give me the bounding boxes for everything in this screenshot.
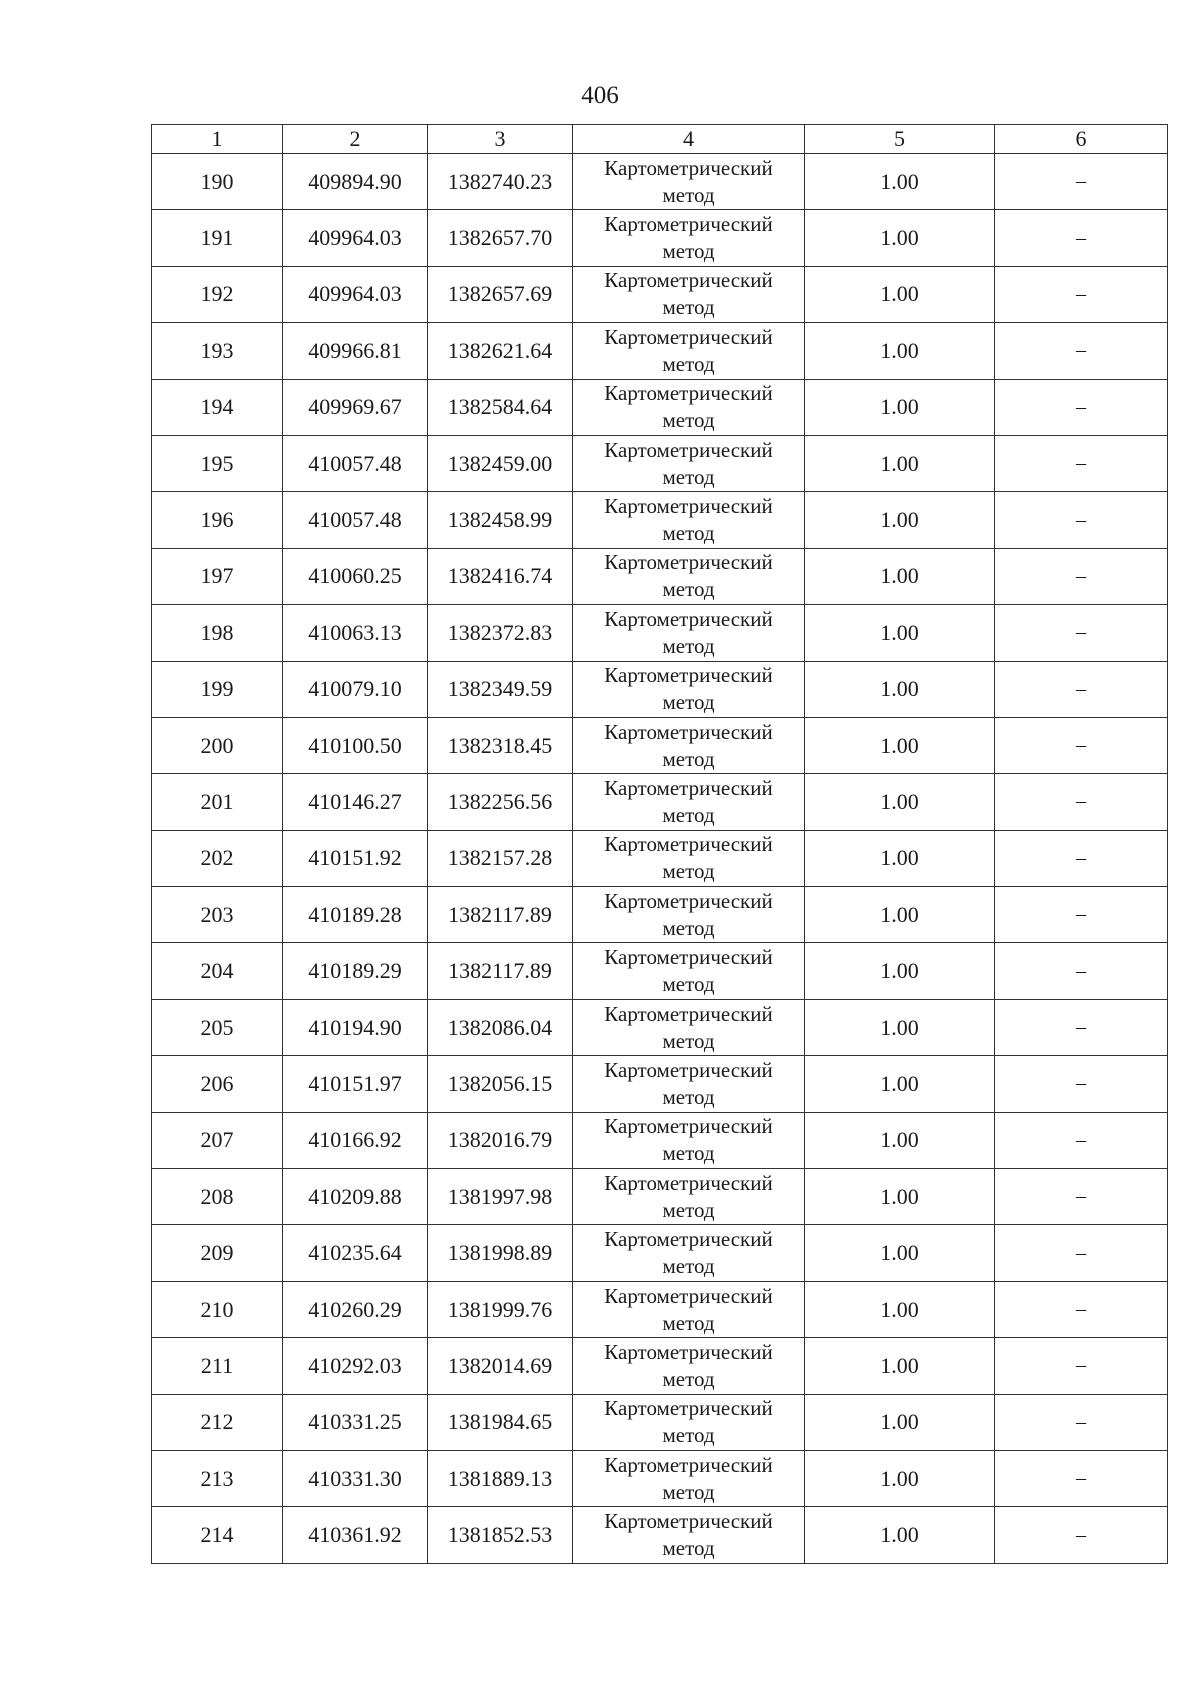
point-number-cell: 212: [152, 1394, 283, 1450]
y-coordinate-cell: 1381998.89: [428, 1225, 573, 1281]
y-coordinate-cell: 1382117.89: [428, 887, 573, 943]
table-row: [152, 605, 1168, 661]
y-coordinate-cell: 1381999.76: [428, 1281, 573, 1337]
accuracy-cell: 1.00: [805, 435, 995, 491]
accuracy-cell: 1.00: [805, 1056, 995, 1112]
table-row: [152, 830, 1168, 886]
note-cell: –: [995, 548, 1168, 604]
y-coordinate-cell: 1381889.13: [428, 1450, 573, 1506]
method-cell: Картометрический метод: [573, 1225, 805, 1281]
x-coordinate-cell: 410079.10: [283, 661, 428, 717]
note-cell: –: [995, 943, 1168, 999]
y-coordinate-cell: 1382459.00: [428, 435, 573, 491]
method-cell: Картометрический метод: [573, 887, 805, 943]
point-number-cell: 203: [152, 887, 283, 943]
x-coordinate-cell: 410209.88: [283, 1169, 428, 1225]
note-cell: –: [995, 266, 1168, 322]
column-header: 6: [995, 125, 1168, 154]
method-cell: Картометрический метод: [573, 492, 805, 548]
x-coordinate-cell: 410151.92: [283, 830, 428, 886]
point-number-cell: 194: [152, 379, 283, 435]
note-cell: –: [995, 435, 1168, 491]
accuracy-cell: 1.00: [805, 548, 995, 604]
table-row: [152, 210, 1168, 266]
table-row: [152, 1450, 1168, 1506]
x-coordinate-cell: 410292.03: [283, 1338, 428, 1394]
table-row: [152, 661, 1168, 717]
point-number-cell: 201: [152, 774, 283, 830]
point-number-cell: 198: [152, 605, 283, 661]
point-number-cell: 190: [152, 154, 283, 210]
accuracy-cell: 1.00: [805, 154, 995, 210]
point-number-cell: 204: [152, 943, 283, 999]
column-header: 5: [805, 125, 995, 154]
x-coordinate-cell: 410057.48: [283, 435, 428, 491]
table-row: [152, 266, 1168, 322]
coordinates-table: [151, 124, 1168, 1564]
accuracy-cell: 1.00: [805, 1394, 995, 1450]
table-row: [152, 1507, 1168, 1563]
table-row: [152, 1338, 1168, 1394]
method-cell: Картометрический метод: [573, 210, 805, 266]
method-cell: Картометрический метод: [573, 1281, 805, 1337]
method-cell: Картометрический метод: [573, 1338, 805, 1394]
x-coordinate-cell: 410235.64: [283, 1225, 428, 1281]
note-cell: –: [995, 1394, 1168, 1450]
page-number: 406: [581, 82, 619, 109]
method-cell: Картометрический метод: [573, 943, 805, 999]
method-cell: Картометрический метод: [573, 830, 805, 886]
method-cell: Картометрический метод: [573, 1507, 805, 1563]
x-coordinate-cell: 409966.81: [283, 323, 428, 379]
column-header: 4: [573, 125, 805, 154]
x-coordinate-cell: 410057.48: [283, 492, 428, 548]
note-cell: –: [995, 1112, 1168, 1168]
note-cell: –: [995, 323, 1168, 379]
y-coordinate-cell: 1381984.65: [428, 1394, 573, 1450]
accuracy-cell: 1.00: [805, 379, 995, 435]
accuracy-cell: 1.00: [805, 1450, 995, 1506]
y-coordinate-cell: 1382117.89: [428, 943, 573, 999]
accuracy-cell: 1.00: [805, 210, 995, 266]
table-row: [152, 1169, 1168, 1225]
accuracy-cell: 1.00: [805, 1225, 995, 1281]
y-coordinate-cell: 1382256.56: [428, 774, 573, 830]
accuracy-cell: 1.00: [805, 1507, 995, 1563]
table-row: [152, 435, 1168, 491]
note-cell: –: [995, 1450, 1168, 1506]
table-row: [152, 323, 1168, 379]
note-cell: –: [995, 210, 1168, 266]
x-coordinate-cell: 410331.25: [283, 1394, 428, 1450]
method-cell: Картометрический метод: [573, 1056, 805, 1112]
point-number-cell: 214: [152, 1507, 283, 1563]
note-cell: –: [995, 774, 1168, 830]
point-number-cell: 200: [152, 717, 283, 773]
point-number-cell: 210: [152, 1281, 283, 1337]
y-coordinate-cell: 1382657.69: [428, 266, 573, 322]
table-row: [152, 774, 1168, 830]
note-cell: –: [995, 1056, 1168, 1112]
method-cell: Картометрический метод: [573, 266, 805, 322]
point-number-cell: 195: [152, 435, 283, 491]
point-number-cell: 196: [152, 492, 283, 548]
y-coordinate-cell: 1381852.53: [428, 1507, 573, 1563]
table-row: [152, 999, 1168, 1055]
note-cell: –: [995, 1281, 1168, 1337]
method-cell: Картометрический метод: [573, 661, 805, 717]
x-coordinate-cell: 410361.92: [283, 1507, 428, 1563]
y-coordinate-cell: 1381997.98: [428, 1169, 573, 1225]
column-header: 2: [283, 125, 428, 154]
accuracy-cell: 1.00: [805, 999, 995, 1055]
note-cell: –: [995, 1169, 1168, 1225]
note-cell: –: [995, 605, 1168, 661]
y-coordinate-cell: 1382657.70: [428, 210, 573, 266]
table-row: [152, 379, 1168, 435]
table-row: [152, 548, 1168, 604]
method-cell: Картометрический метод: [573, 548, 805, 604]
method-cell: Картометрический метод: [573, 1169, 805, 1225]
accuracy-cell: 1.00: [805, 266, 995, 322]
accuracy-cell: 1.00: [805, 717, 995, 773]
note-cell: –: [995, 1338, 1168, 1394]
table-row: [152, 1225, 1168, 1281]
point-number-cell: 207: [152, 1112, 283, 1168]
x-coordinate-cell: 410146.27: [283, 774, 428, 830]
x-coordinate-cell: 410189.28: [283, 887, 428, 943]
x-coordinate-cell: 410151.97: [283, 1056, 428, 1112]
x-coordinate-cell: 409964.03: [283, 210, 428, 266]
table-body: [152, 154, 1168, 1564]
accuracy-cell: 1.00: [805, 323, 995, 379]
method-cell: Картометрический метод: [573, 154, 805, 210]
x-coordinate-cell: 409894.90: [283, 154, 428, 210]
point-number-cell: 211: [152, 1338, 283, 1394]
table-row: [152, 717, 1168, 773]
table-row: [152, 887, 1168, 943]
table-row: [152, 154, 1168, 210]
y-coordinate-cell: 1382157.28: [428, 830, 573, 886]
accuracy-cell: 1.00: [805, 492, 995, 548]
point-number-cell: 191: [152, 210, 283, 266]
table-row: [152, 492, 1168, 548]
x-coordinate-cell: 409969.67: [283, 379, 428, 435]
method-cell: Картометрический метод: [573, 1394, 805, 1450]
y-coordinate-cell: 1382318.45: [428, 717, 573, 773]
method-cell: Картометрический метод: [573, 435, 805, 491]
accuracy-cell: 1.00: [805, 605, 995, 661]
y-coordinate-cell: 1382584.64: [428, 379, 573, 435]
table-row: [152, 1281, 1168, 1337]
method-cell: Картометрический метод: [573, 605, 805, 661]
x-coordinate-cell: 410060.25: [283, 548, 428, 604]
point-number-cell: 208: [152, 1169, 283, 1225]
x-coordinate-cell: 410063.13: [283, 605, 428, 661]
point-number-cell: 206: [152, 1056, 283, 1112]
accuracy-cell: 1.00: [805, 943, 995, 999]
accuracy-cell: 1.00: [805, 887, 995, 943]
point-number-cell: 199: [152, 661, 283, 717]
y-coordinate-cell: 1382056.15: [428, 1056, 573, 1112]
note-cell: –: [995, 379, 1168, 435]
note-cell: –: [995, 999, 1168, 1055]
method-cell: Картометрический метод: [573, 999, 805, 1055]
method-cell: Картометрический метод: [573, 1450, 805, 1506]
method-cell: Картометрический метод: [573, 1112, 805, 1168]
y-coordinate-cell: 1382416.74: [428, 548, 573, 604]
y-coordinate-cell: 1382740.23: [428, 154, 573, 210]
accuracy-cell: 1.00: [805, 661, 995, 717]
x-coordinate-cell: 409964.03: [283, 266, 428, 322]
note-cell: –: [995, 1225, 1168, 1281]
x-coordinate-cell: 410331.30: [283, 1450, 428, 1506]
table-row: [152, 1394, 1168, 1450]
note-cell: –: [995, 1507, 1168, 1563]
note-cell: –: [995, 492, 1168, 548]
accuracy-cell: 1.00: [805, 774, 995, 830]
point-number-cell: 205: [152, 999, 283, 1055]
x-coordinate-cell: 410189.29: [283, 943, 428, 999]
method-cell: Картометрический метод: [573, 774, 805, 830]
point-number-cell: 192: [152, 266, 283, 322]
note-cell: –: [995, 154, 1168, 210]
column-header: 1: [152, 125, 283, 154]
point-number-cell: 213: [152, 1450, 283, 1506]
accuracy-cell: 1.00: [805, 830, 995, 886]
y-coordinate-cell: 1382621.64: [428, 323, 573, 379]
x-coordinate-cell: 410260.29: [283, 1281, 428, 1337]
accuracy-cell: 1.00: [805, 1281, 995, 1337]
table-header-row: [152, 125, 1168, 154]
accuracy-cell: 1.00: [805, 1112, 995, 1168]
point-number-cell: 197: [152, 548, 283, 604]
method-cell: Картометрический метод: [573, 379, 805, 435]
note-cell: –: [995, 717, 1168, 773]
point-number-cell: 193: [152, 323, 283, 379]
method-cell: Картометрический метод: [573, 717, 805, 773]
table-row: [152, 1112, 1168, 1168]
table-row: [152, 943, 1168, 999]
accuracy-cell: 1.00: [805, 1338, 995, 1394]
x-coordinate-cell: 410166.92: [283, 1112, 428, 1168]
table-row: [152, 1056, 1168, 1112]
y-coordinate-cell: 1382458.99: [428, 492, 573, 548]
y-coordinate-cell: 1382016.79: [428, 1112, 573, 1168]
x-coordinate-cell: 410100.50: [283, 717, 428, 773]
x-coordinate-cell: 410194.90: [283, 999, 428, 1055]
method-cell: Картометрический метод: [573, 323, 805, 379]
column-header: 3: [428, 125, 573, 154]
accuracy-cell: 1.00: [805, 1169, 995, 1225]
y-coordinate-cell: 1382349.59: [428, 661, 573, 717]
y-coordinate-cell: 1382372.83: [428, 605, 573, 661]
y-coordinate-cell: 1382086.04: [428, 999, 573, 1055]
note-cell: –: [995, 830, 1168, 886]
note-cell: –: [995, 661, 1168, 717]
point-number-cell: 209: [152, 1225, 283, 1281]
point-number-cell: 202: [152, 830, 283, 886]
y-coordinate-cell: 1382014.69: [428, 1338, 573, 1394]
note-cell: –: [995, 887, 1168, 943]
